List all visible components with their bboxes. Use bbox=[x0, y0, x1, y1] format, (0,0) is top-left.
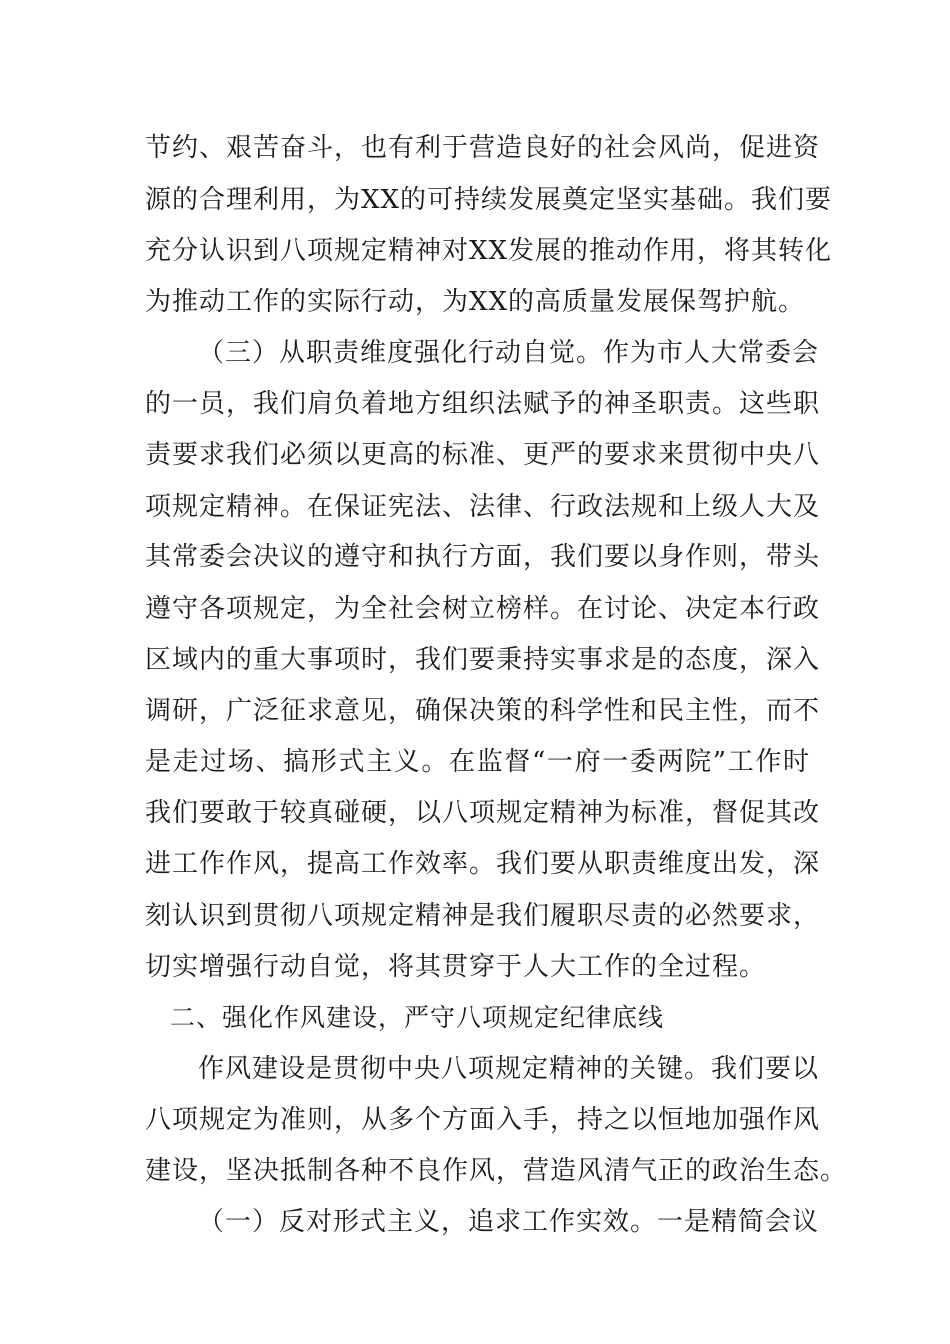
paragraph-line: 为推动工作的实际行动，为XX的高质量发展保驾护航。 bbox=[145, 287, 806, 317]
paragraph-line: 项规定精神。在保证宪法、法律、行政法规和上级人大及 bbox=[145, 492, 821, 522]
paragraph-line: 节约、艰苦奋斗，也有利于营造良好的社会风尚，促进资 bbox=[145, 133, 821, 163]
paragraph-line: 建设，坚决抵制各种不良作风，营造风清气正的政治生态。 bbox=[145, 1156, 848, 1186]
paragraph-line: 是走过场、搞形式主义。在监督“一府一委两院”工作时 bbox=[145, 747, 810, 777]
paragraph-line: （一）反对形式主义，追求工作实效。一是精简会议 bbox=[198, 1207, 820, 1237]
paragraph-line: 调研，广泛征求意见，确保决策的科学性和民主性，而不 bbox=[145, 696, 821, 726]
paragraph-line: 的一员，我们肩负着地方组织法赋予的神圣职责。这些职 bbox=[145, 389, 821, 419]
paragraph-line: 进工作作风，提高工作效率。我们要从职责维度出发，深 bbox=[145, 849, 821, 879]
section-heading: 二、强化作风建设，严守八项规定纪律底线 bbox=[170, 1003, 665, 1032]
paragraph-line: （三）从职责维度强化行动自觉。作为市人大常委会 bbox=[198, 338, 820, 368]
paragraph-line: 责要求我们必须以更高的标准、更严的要求来贯彻中央八 bbox=[145, 440, 821, 470]
paragraph-line: 其常委会决议的遵守和执行方面，我们要以身作则，带头 bbox=[145, 542, 821, 572]
paragraph-line: 作风建设是贯彻中央八项规定精神的关键。我们要以 bbox=[198, 1054, 820, 1084]
paragraph-line: 我们要敢于较真碰硬，以八项规定精神为标准，督促其改 bbox=[145, 798, 821, 828]
paragraph-line: 充分认识到八项规定精神对XX发展的推动作用，将其转化 bbox=[145, 236, 833, 266]
paragraph-line: 遵守各项规定，为全社会树立榜样。在讨论、决定本行政 bbox=[145, 594, 821, 624]
paragraph-line: 切实增强行动自觉，将其贯穿于人大工作的全过程。 bbox=[145, 952, 767, 982]
paragraph-line: 八项规定为准则，从多个方面入手，持之以恒地加强作风 bbox=[145, 1105, 821, 1135]
paragraph-line: 源的合理利用，为XX的可持续发展奠定坚实基础。我们要 bbox=[145, 185, 833, 215]
paragraph-line: 刻认识到贯彻八项规定精神是我们履职尽责的必然要求， bbox=[145, 901, 821, 931]
paragraph-line: 区域内的重大事项时，我们要秉持实事求是的态度，深入 bbox=[145, 645, 821, 675]
